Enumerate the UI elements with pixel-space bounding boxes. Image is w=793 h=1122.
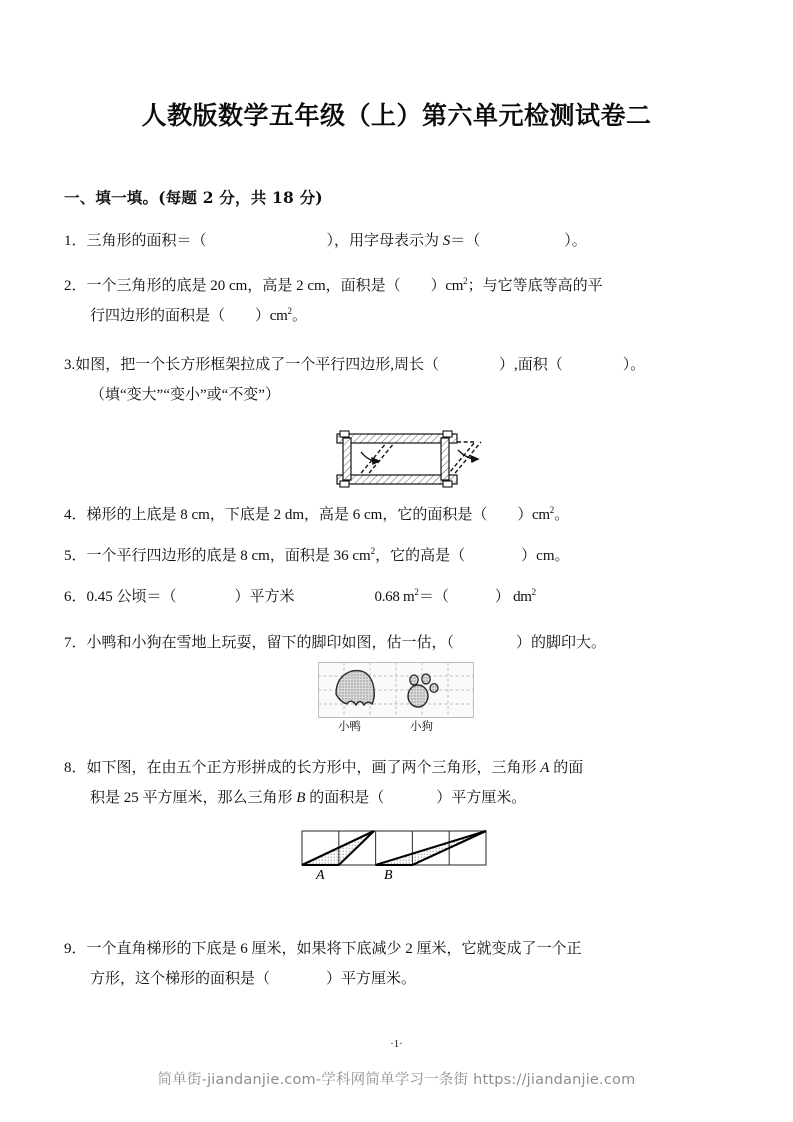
question-9	[64, 934, 754, 994]
question-5-line-1	[64, 541, 754, 571]
q4-unit-cm: ）cm	[517, 507, 550, 523]
triangle-label-b: B	[384, 868, 393, 883]
question-2-line-2	[64, 301, 754, 331]
q2-unit-cm-2: ）cm	[255, 308, 288, 324]
question-8-line-2	[64, 783, 754, 813]
question-9-line-2	[64, 964, 754, 994]
q1-text-d: ）。	[564, 233, 587, 249]
q2-unit-cm: ）cm	[430, 278, 464, 294]
figure-footprints-on-grid	[318, 662, 474, 723]
section-heading-fill-in-the-blank: 一、填一填。(每题 2 分，共 18 分)	[64, 188, 323, 207]
q8-text-d: 的面积是（	[305, 790, 385, 806]
q2-text-a: 2．一个三角形的底是 20 cm，高是 2 cm，面积是（	[64, 278, 401, 294]
q2-text-c: ；与它等底等高的平	[467, 278, 603, 294]
q2-superscript-2: 2	[463, 276, 468, 286]
q5-superscript-2: 2	[370, 546, 376, 556]
q9-text-a: 方形，这个梯形的面积是（	[90, 971, 271, 987]
q1-text-a: 1．三角形的面积＝（	[64, 233, 207, 249]
question-1-line-1	[64, 226, 754, 256]
question-3-line-1	[64, 350, 754, 380]
question-1	[64, 226, 754, 256]
q6-text-b: ）平方米	[234, 589, 295, 605]
q2-superscript-2b: 2	[287, 306, 292, 316]
q8-text-c: 积是 25 平方厘米，那么三角形	[90, 790, 297, 806]
q8-text-e: ）平方厘米。	[436, 790, 527, 806]
caption-dog: 小狗	[410, 719, 433, 733]
triangle-label-a: A	[316, 868, 325, 883]
square-figure-labels	[300, 868, 490, 888]
q7-text-b: ）的脚印大。	[516, 635, 607, 651]
page-number: ·1·	[390, 1038, 403, 1050]
q1-text-b: ），用字母表示为	[326, 233, 443, 249]
q8-variable-b: B	[296, 790, 306, 806]
q7-text-a: 7．小鸭和小狗在雪地上玩耍，留下的脚印如图，估一估，（	[64, 635, 455, 651]
q6-superscript-2a: 2	[414, 587, 419, 597]
q5-text-a: 5．一个平行四边形的底是 8 cm，面积是 36 cm	[64, 548, 371, 564]
q6-text-d: ＝（	[418, 589, 449, 605]
question-5	[64, 541, 754, 571]
question-9-line-1: 9．一个直角梯形的下底是 6 厘米，如果将下底减少 2 厘米，它就变成了一个正	[64, 941, 582, 957]
question-8	[64, 753, 754, 813]
question-4	[64, 500, 754, 530]
question-6	[64, 582, 754, 612]
watermark-footer: 简单街-jiandanjie.com-学科网简单学习一条街 https://jiandanjie.com	[157, 1072, 636, 1088]
q3-text-b: ）,面积（	[499, 357, 563, 373]
q8-text-a: 8．如下图，在由五个正方形拼成的长方形中，画了两个三角形，三角形	[64, 760, 541, 776]
question-8-line-1	[64, 753, 754, 783]
q2-text-e: 。	[291, 308, 307, 324]
figure-rectangle-frame-pulled-into-parallelogram	[325, 428, 495, 495]
q5-text-c: ）cm。	[521, 548, 570, 564]
q3-text-a: 3.如图，把一个长方形框架拉成了一个平行四边形,周长（	[64, 357, 440, 373]
q6-superscript-2b: 2	[531, 587, 537, 597]
question-7-line-1	[64, 628, 754, 658]
page-title: 人教版数学五年级（上）第六单元检测试卷二	[141, 101, 652, 130]
q9-text-b: ）平方厘米。	[326, 971, 417, 987]
q1-variable-s: S	[442, 233, 451, 249]
q4-text-c: 。	[554, 507, 570, 523]
question-3	[64, 350, 754, 410]
question-2-line-1	[64, 271, 754, 301]
q8-text-b: 的面	[549, 760, 584, 776]
question-7	[64, 628, 754, 658]
q1-text-c: ＝（	[450, 233, 481, 249]
question-2	[64, 271, 754, 331]
q4-superscript-2: 2	[549, 505, 555, 515]
q5-text-b: ，它的高是（	[375, 548, 466, 564]
q6-text-c: 0.68 m	[374, 589, 415, 605]
q6-text-a: 6．0.45 公顷＝（	[64, 589, 177, 605]
q4-text-a: 4．梯形的上底是 8 cm，下底是 2 dm，高是 6 cm，它的面积是（	[64, 507, 488, 523]
question-6-line-1	[64, 582, 754, 612]
question-3-line-2: （填“变大”“变小”或“不变”）	[90, 387, 280, 403]
question-4-line-1	[64, 500, 754, 530]
q8-variable-a: A	[540, 760, 550, 776]
q6-text-e: ） dm	[494, 589, 532, 605]
q3-text-c: ）。	[622, 357, 646, 373]
caption-duck: 小鸭	[338, 719, 361, 733]
q2-text-d: 行四边形的面积是（	[90, 308, 226, 324]
